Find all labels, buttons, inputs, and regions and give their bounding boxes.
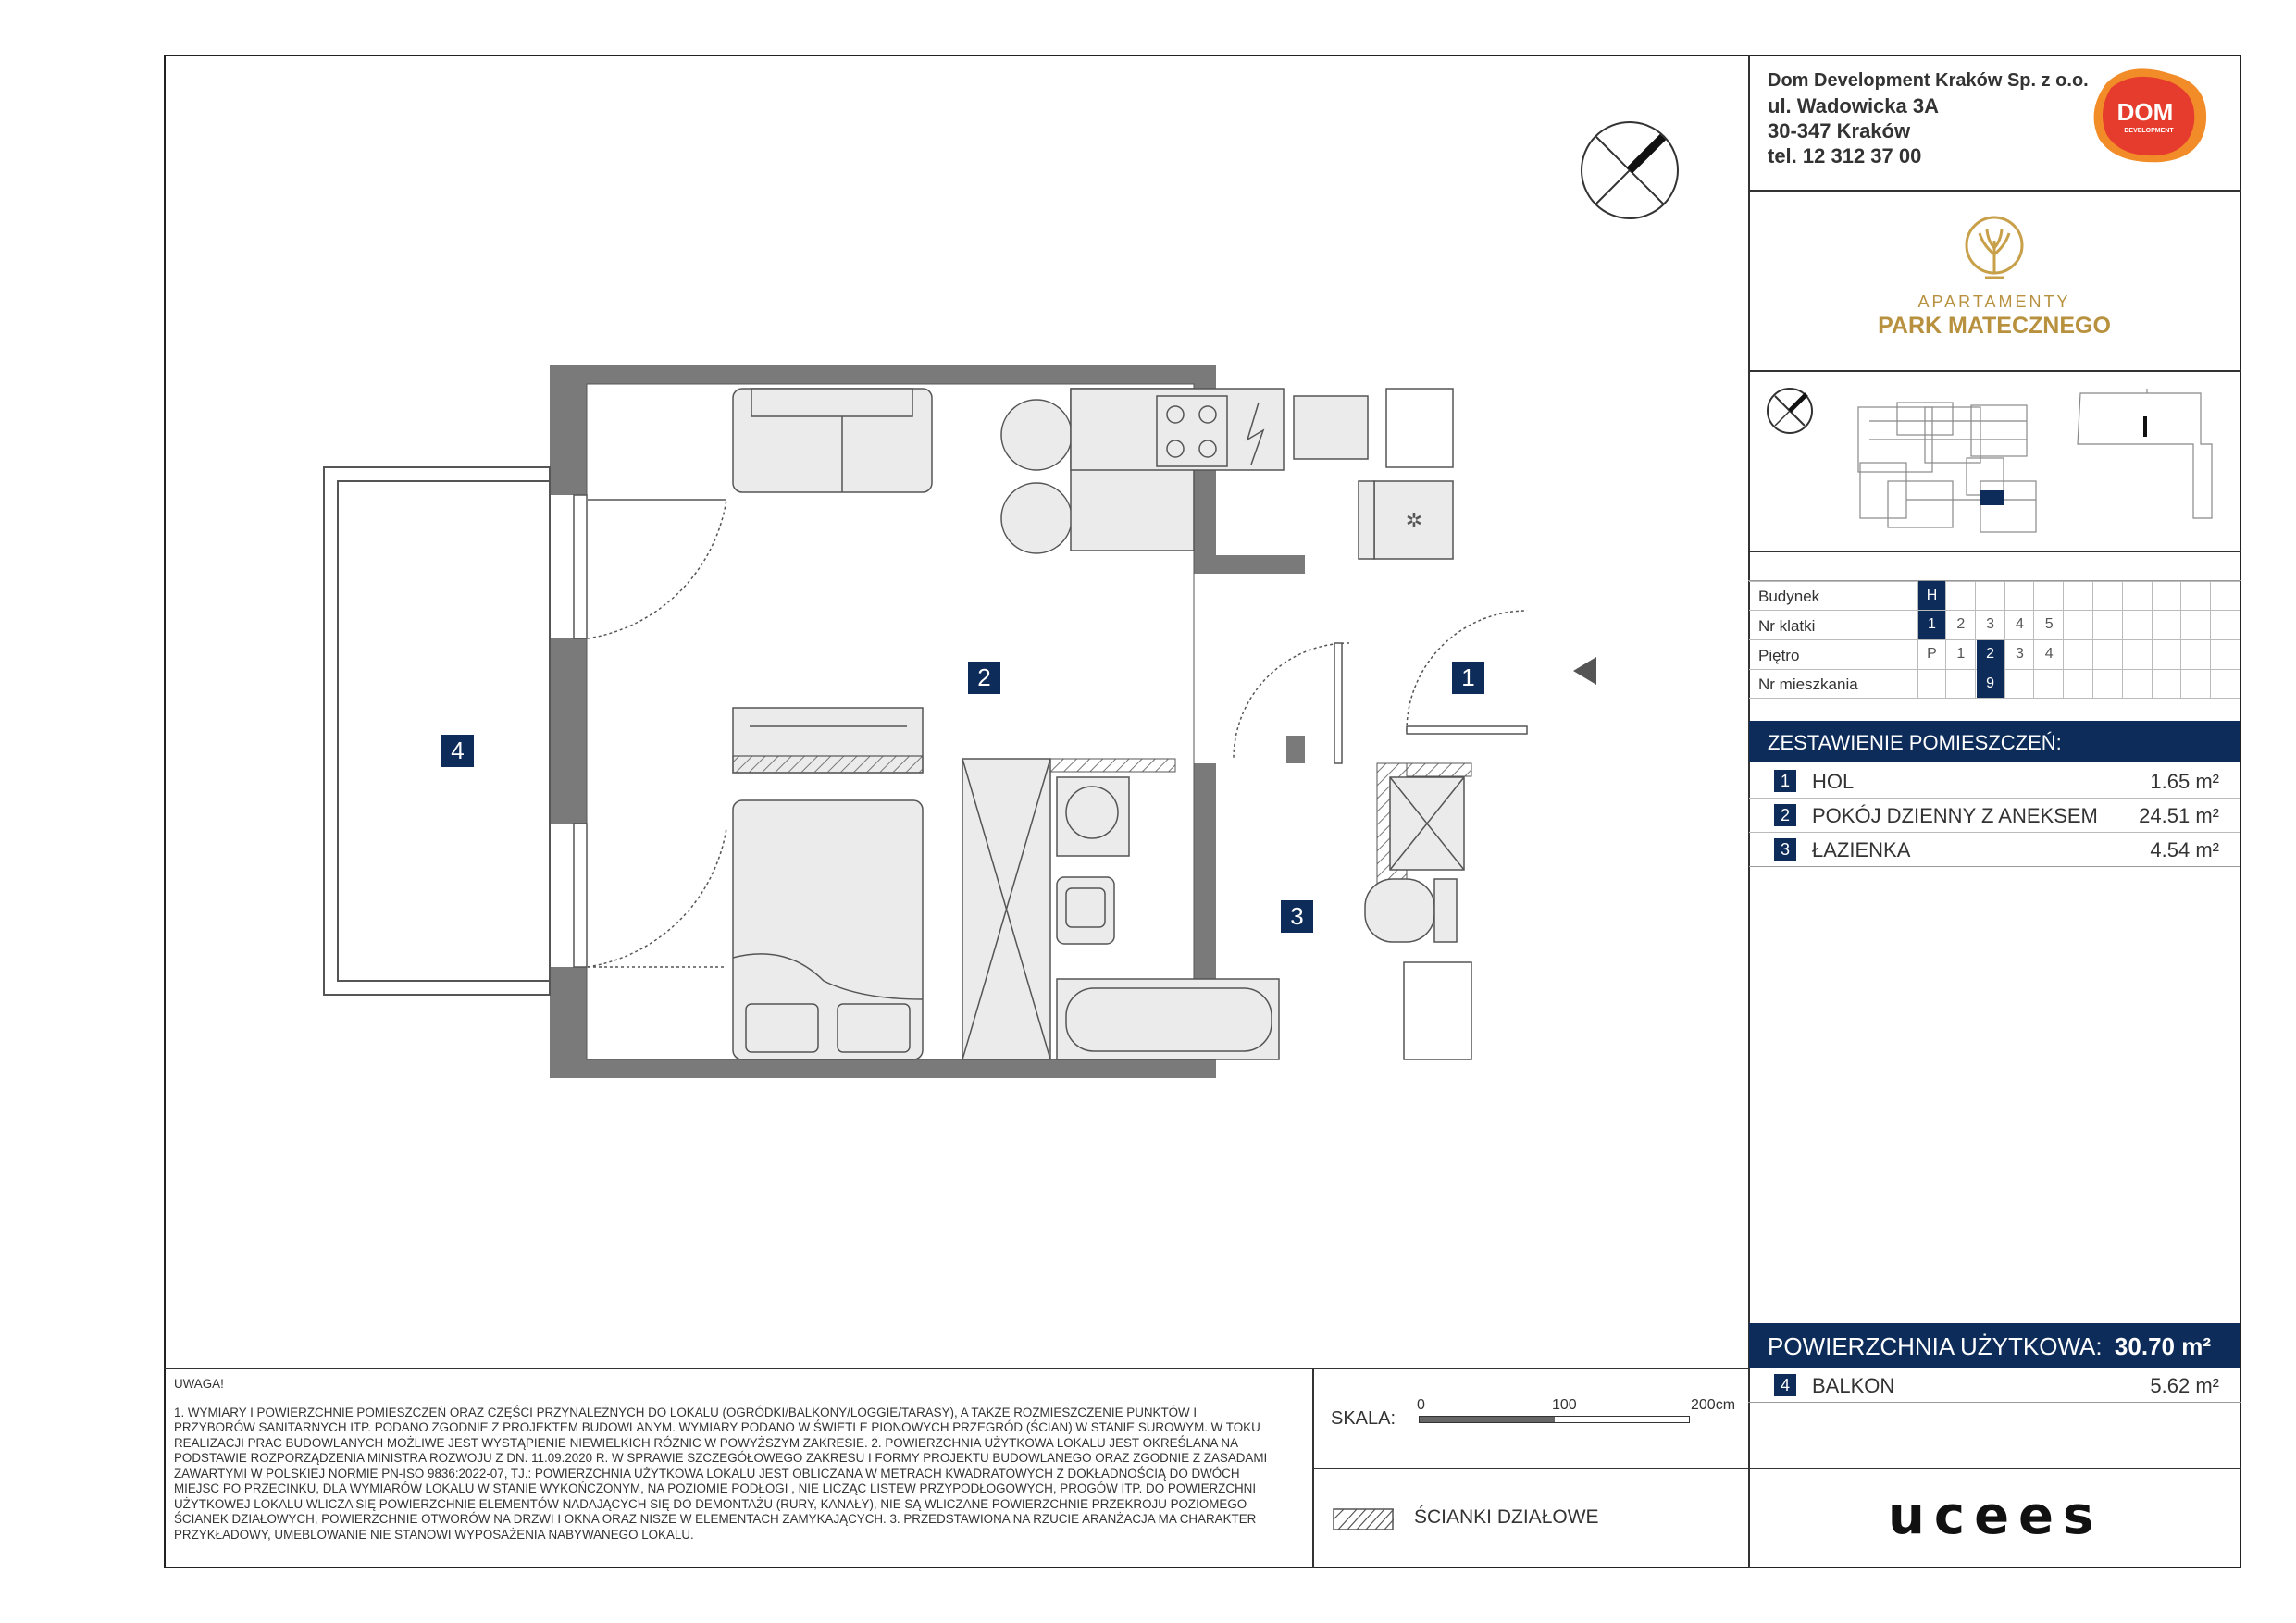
key-plan <box>1758 379 2240 546</box>
selector-cell: 3 <box>1977 611 2005 639</box>
selector-label-budynek: Budynek <box>1758 588 1820 605</box>
scale-label: SKALA: <box>1331 1408 1396 1429</box>
project-tree-logo <box>1957 213 2031 287</box>
room-number: 3 <box>1774 838 1796 861</box>
brand-text: ucees <box>1888 1485 2104 1546</box>
selector-cell <box>2182 611 2211 639</box>
selector-cell <box>2212 669 2240 698</box>
keyplan-highlight <box>1980 490 2004 505</box>
room-name: ŁAZIENKA <box>1812 838 1911 861</box>
rooms-header <box>1749 721 2240 762</box>
selector-cell <box>1947 581 1976 610</box>
bed <box>733 800 923 1059</box>
room-row <box>1749 799 2240 832</box>
room-row <box>1749 764 2240 798</box>
logo-subtext: DEVELOPMENT <box>2124 128 2174 134</box>
usable-area-label: POWIERZCHNIA UŻYTKOWA: <box>1768 1332 2103 1360</box>
selector-cell <box>2212 611 2240 639</box>
notes-title: UWAGA! <box>174 1377 224 1391</box>
room-number: 2 <box>1774 804 1796 826</box>
room-name: POKÓJ DZIENNY Z ANEKSEM <box>1812 804 2098 827</box>
selector-cell: 2 <box>1977 640 2005 669</box>
compass-icon <box>1578 118 1682 222</box>
room-name: HOL <box>1812 770 1855 793</box>
selector-label-klatka: Nr klatki <box>1758 617 1816 635</box>
balcony-row <box>1749 1369 2240 1402</box>
balcony <box>324 467 550 995</box>
selector-cell <box>2124 611 2153 639</box>
selector-cell <box>2153 611 2181 639</box>
floor-plan <box>305 352 1620 1110</box>
usable-area-value: 30.70 m² <box>2114 1332 2211 1360</box>
divider-keyplan <box>1748 551 2241 552</box>
svg-text:✲: ✲ <box>1405 509 1423 532</box>
selector-cell: 1 <box>1947 640 1976 669</box>
scale-tick-100: 100 <box>1552 1397 1577 1413</box>
balcony-doors <box>588 500 726 967</box>
selector-cell <box>2124 640 2153 669</box>
selector-cell <box>1977 581 2005 610</box>
selector-cell: 5 <box>2035 611 2064 639</box>
keyplan-building-left <box>1858 403 2036 532</box>
ucees-logo <box>1888 1485 2104 1546</box>
keyplan-compass-icon <box>1768 389 1812 433</box>
selector-cell <box>2153 640 2181 669</box>
selector-cell <box>2182 669 2211 698</box>
divider-scale-legend <box>1312 1468 1749 1469</box>
selector-cell: 2 <box>1947 611 1976 639</box>
selector-cell <box>2035 669 2064 698</box>
room-number: 1 <box>1774 770 1796 792</box>
sofa <box>733 389 932 492</box>
notes-block <box>174 1377 1285 1542</box>
project-line1: APARTAMENTY <box>1917 292 2071 311</box>
rooms-header-text: ZESTAWIENIE POMIESZCZEŃ: <box>1768 731 2062 754</box>
selector-cell: 9 <box>1977 669 2005 698</box>
keyplan-building-right <box>2078 389 2212 518</box>
balcony-number: 4 <box>1774 1374 1796 1396</box>
selector-cell <box>2182 640 2211 669</box>
selector-cell <box>1917 669 1946 698</box>
room-area: 24.51 m² <box>2139 804 2219 827</box>
balcony-name: BALKON <box>1812 1374 1895 1397</box>
company-street: ul. Wadowicka 3A <box>1768 94 1940 118</box>
logo-text: DOM <box>2116 98 2174 126</box>
company-block <box>1768 68 2089 168</box>
divider-bottom-notes <box>164 1368 1749 1369</box>
shelf <box>733 708 923 773</box>
selector-table <box>1749 581 2240 699</box>
selector-cell <box>2065 669 2093 698</box>
selector-cell <box>2094 669 2123 698</box>
dom-development-logo <box>2088 65 2213 167</box>
scale-tick-200: 200cm <box>1691 1397 1736 1413</box>
scale-tick-0: 0 <box>1417 1397 1425 1413</box>
divider-project <box>1748 370 2241 372</box>
selector-cell <box>2005 669 2034 698</box>
room-row <box>1749 833 2240 866</box>
project-line2: PARK MATECZNEGO <box>1878 313 2111 339</box>
plan-label-hol: 1 <box>1452 662 1484 694</box>
selector-cell: 4 <box>2035 640 2064 669</box>
plan-label-lazienka: 3 <box>1281 900 1313 933</box>
company-city: 30-347 Kraków <box>1768 119 1911 142</box>
company-phone: tel. 12 312 37 00 <box>1768 144 1922 167</box>
selector-cell <box>2124 669 2153 698</box>
balcony-area: 5.62 m² <box>2150 1374 2219 1397</box>
room-area: 4.54 m² <box>2150 838 2219 861</box>
notes-text: 1. WYMIARY I POWIERZCHNIE POMIESZCZEŃ ORAZ CZĘŚCI PRZYNALEŻNYCH DO LOKALU (OGRÓDKI/BALKONY/LOGGIE/TARASY), A TAKŻE ROZMIESZCZENIE PUNKTÓW I PRZYBORÓW SANITARNYCH ITP. PODANO ZGODNIE Z PROJEKTEM BUDOWLANYM. WYMIARY PODANO W ŚWIETLE PIONOWYCH PRZEGRÓD (ŚCIAN) W STANIE SUROWYM. W TOKU REALIZACJI PRAC BUDOWLANYCH MOŻLIWE JEST WYSTĄPIENIE NIEWIELKICH RÓŻNIC W POWYŻSZYM ZAKRESIE. 2. POWIERZCHNIA UŻYTKOWA LOKALU JEST OKREŚLANA NA PODSTAWIE ROZPORZĄDZENIA MINISTRA ROZWOJU Z DN. 11.09.2020 R. W SPRAWIE SZCZEGÓŁOWEGO ZAKRESU I FORMY PROJEKTU BUDOWLANEGO ORAZ ZGODNIE Z ZASADAMI ZAWARTYMI W POLSKIEJ NORMIE PN-ISO 9836:2022-07, TJ.: POWIERZCHNIA UŻYTKOWA LOKALU JEST OBLICZANA W METRACH KWADRATOWYCH Z DOKŁADNOŚCIĄ DO DWÓCH MIEJSC PO PRZECINKU, DLA WYMIARÓW LOKALU W STANIE WYKOŃCZONYM, NA POZIOMIE PODŁOGI , NIE LICZĄC LISTEW PRZYPODŁOGOWYCH, PROGÓW ITP. DO POWIERZCHNI UŻYTKOWEJ LOKALU WLICZA SIĘ POWIERZCHNIE ELEMENTÓW NADAJĄCYCH SIĘ DO DEMONTAŻU (RURY, KANAŁY), NIE SĄ WLICZANE POWIERZCHNIE PRZEKROJU POZIOMEGO ŚCIANEK DZIAŁOWYCH, POWIERZCHNIE OTWORÓW NA DRZWI I OKNA ORAZ NISZE W ELEMENTACH ZAMYKAJĄCYCH. 3. PRZEDSTAWIONA NA RZUCIE ARANŻACJA MA CHARAKTER PRZYKŁADOWY, UMEBLOWANIE NIE STANOWI WYPOSAŻENIA NABYWANEGO LOKALU. <box>174 1405 1268 1542</box>
room-area: 1.65 m² <box>2150 770 2219 793</box>
selector-cell <box>2035 581 2064 610</box>
selector-cell: 3 <box>2005 640 2034 669</box>
divider-balcony-bottom <box>1748 1402 2241 1403</box>
divider-company <box>1748 190 2241 192</box>
hatch-legend-swatch <box>1333 1508 1394 1530</box>
bathroom-fixtures <box>1057 777 1464 1059</box>
kitchen-appliances <box>1071 389 1368 470</box>
selector-cell <box>2094 640 2123 669</box>
selector-label-mieszkanie: Nr mieszkania <box>1758 675 1858 693</box>
selector-cell: 1 <box>1917 611 1946 639</box>
selector-cell <box>2153 581 2181 610</box>
scale-bar <box>1419 1416 1690 1423</box>
usable-area-bar <box>1749 1323 2240 1368</box>
selector-cell <box>2094 611 2123 639</box>
selector-cell <box>2065 581 2093 610</box>
selector-cell: 4 <box>2005 611 2034 639</box>
selector-cell <box>2182 581 2211 610</box>
wardrobe <box>962 759 1050 1059</box>
selector-cell <box>2212 640 2240 669</box>
selector-cell <box>2005 581 2034 610</box>
selector-label-pietro: Piętro <box>1758 647 1800 664</box>
selector-cell <box>2212 581 2240 610</box>
legend-label: ŚCIANKI DZIAŁOWE <box>1414 1506 1599 1528</box>
selector-cell <box>2065 640 2093 669</box>
divider-brand <box>1748 1468 2241 1469</box>
selector-cell <box>2094 581 2123 610</box>
selector-cell <box>1947 669 1976 698</box>
selector-cell: P <box>1917 640 1946 669</box>
plan-label-pokoj: 2 <box>968 662 1000 694</box>
entrance-arrow <box>1573 657 1596 685</box>
selector-cell <box>2153 669 2181 698</box>
selector-cell <box>2124 581 2153 610</box>
selector-cell <box>2065 611 2093 639</box>
selector-cell: H <box>1917 581 1946 610</box>
plan-label-balkon: 4 <box>441 735 474 767</box>
company-name: Dom Development Kraków Sp. z o.o. <box>1768 70 2089 91</box>
